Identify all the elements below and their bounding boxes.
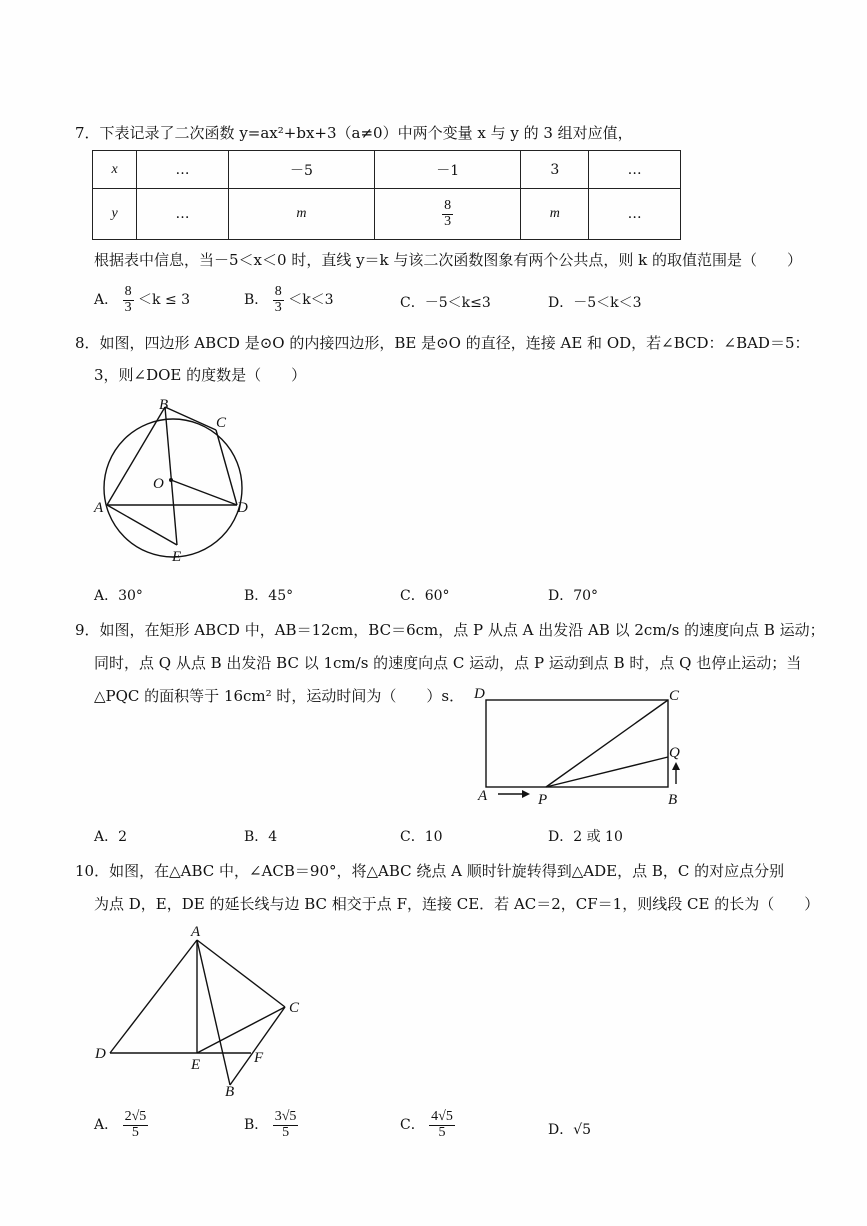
q10-option-d: D．√5: [548, 1122, 592, 1138]
q9-option-b: B．4: [244, 829, 278, 845]
table-cell: y: [93, 189, 137, 240]
q9-stem-line1: 9．如图，在矩形 ABCD 中，AB＝12cm，BC＝6cm，点 P 从点 A 出发沿 AB 以 2cm/s 的速度向点 B 运动；: [75, 621, 825, 639]
fraction: [123, 285, 134, 315]
label-e: E: [172, 549, 182, 565]
option-text: ＜k ≤ 3: [138, 292, 191, 309]
q8-option-a: A．30°: [94, 588, 143, 604]
option-label: A．: [94, 1117, 119, 1134]
q9-rectangle-figure: [470, 680, 690, 810]
label-d: D: [95, 1046, 106, 1062]
q7-option-d: D．－5＜k＜3: [548, 295, 642, 311]
label-a: A: [94, 500, 104, 516]
label-c: C: [289, 1000, 300, 1016]
label-b: B: [225, 1084, 235, 1100]
segment-pc: [546, 700, 668, 787]
fraction: [123, 1110, 149, 1140]
label-o: O: [153, 476, 164, 492]
segment-be: [165, 407, 177, 545]
label-b: B: [159, 397, 169, 413]
segment-cd: [216, 430, 237, 505]
q10-stem-line2: 为点 D，E，DE 的延长线与边 BC 相交于点 F，连接 CE．若 AC＝2，CF＝1，则线段 CE 的长为（ ）: [94, 895, 820, 913]
table-cell: …: [589, 189, 681, 240]
fraction: [429, 1110, 455, 1140]
q10-triangle-figure: [90, 920, 320, 1100]
fraction: [273, 1110, 299, 1140]
table-cell: m: [521, 189, 589, 240]
table-cell: －1: [375, 151, 521, 189]
q7-condition: 根据表中信息，当－5＜x＜0 时，直线 y＝k 与该二次函数图象有两个公共点，则 k 的取值范围是（ ）: [94, 251, 803, 269]
label-q: Q: [669, 745, 680, 761]
table-cell: x: [93, 151, 137, 189]
q7-stem: 7．下表记录了二次函数 y=ax²+bx+3（a≠0）中两个变量 x 与 y 的 3 组对应值，: [75, 124, 633, 142]
option-label: B．: [244, 292, 269, 309]
label-a: A: [478, 788, 488, 804]
q8-option-c: C．60°: [400, 588, 450, 604]
option-text: ＜k＜3: [288, 292, 334, 309]
option-label: A．: [94, 292, 119, 309]
label-c: C: [216, 415, 227, 431]
fraction-denominator: 3: [274, 299, 282, 315]
q7-option-a: [94, 285, 190, 315]
table-cell: …: [589, 151, 681, 189]
option-label: C．: [400, 1117, 425, 1134]
q9-option-a: A．2: [94, 829, 128, 845]
q8-stem-line2: 3，则∠DOE 的度数是（ ）: [94, 366, 307, 384]
q10-stem-line1: 10．如图，在△ABC 中，∠ACB＝90°，将△ABC 绕点 A 顺时针旋转得到△ADE，点 B，C 的对应点分别: [75, 862, 785, 880]
q7-value-table: [92, 150, 681, 240]
table-cell: …: [137, 189, 229, 240]
q7-option-b: [244, 285, 334, 315]
arrow-up-icon: [672, 762, 680, 770]
fraction: [442, 199, 453, 229]
segment-od: [171, 480, 237, 505]
fraction-numerator: 3√5: [274, 1109, 297, 1124]
label-c: C: [669, 688, 680, 704]
center-point: [169, 478, 173, 482]
segment-ae: [107, 505, 177, 545]
q10-option-c: [400, 1110, 455, 1140]
label-d: D: [474, 686, 485, 702]
q7-option-c: C．－5＜k≤3: [400, 295, 491, 311]
fraction-numerator: 8: [274, 284, 282, 299]
table-cell-fraction: [375, 189, 521, 240]
fraction-denominator: 5: [438, 1124, 446, 1140]
label-f: F: [254, 1050, 264, 1066]
q9-option-c: C．10: [400, 829, 443, 845]
circle-o: [104, 419, 242, 557]
table-cell: m: [228, 189, 374, 240]
label-a: A: [191, 924, 201, 940]
q8-option-d: D．70°: [548, 588, 599, 604]
label-p: P: [538, 792, 548, 808]
q8-option-b: B．45°: [244, 588, 294, 604]
label-e: E: [191, 1057, 201, 1073]
q8-circle-figure: [90, 395, 270, 570]
table-cell: －5: [228, 151, 374, 189]
arrow-right-icon: [522, 790, 530, 798]
q8-stem-line1: 8．如图，四边形 ABCD 是⊙O 的内接四边形，BE 是⊙O 的直径，连接 AE 和 OD，若∠BCD：∠BAD＝5：: [75, 334, 810, 352]
fraction-denominator: 3: [444, 213, 452, 229]
option-label: B．: [244, 1117, 269, 1134]
label-d: D: [237, 500, 248, 516]
fraction-numerator: 2√5: [124, 1109, 147, 1124]
q9-stem-line3: △PQC 的面积等于 16cm² 时，运动时间为（ ）s．: [94, 687, 465, 705]
table-cell: 3: [521, 151, 589, 189]
rectangle-abcd: [486, 700, 668, 787]
fraction: [273, 285, 284, 315]
q9-stem-line2: 同时，点 Q 从点 B 出发沿 BC 以 1cm/s 的速度向点 C 运动，点 P 运动到点 B 时，点 Q 也停止运动；当: [94, 654, 802, 672]
fraction-numerator: 4√5: [431, 1109, 453, 1124]
table-cell: …: [137, 151, 229, 189]
q9-option-d: D．2 或 10: [548, 829, 623, 845]
fraction-denominator: 3: [124, 299, 132, 315]
q10-option-a: [94, 1110, 148, 1140]
label-b: B: [668, 792, 678, 808]
fraction-numerator: 8: [444, 197, 452, 213]
fraction-numerator: 8: [124, 284, 132, 299]
fraction-denominator: 5: [282, 1124, 290, 1140]
fraction-denominator: 5: [131, 1124, 139, 1140]
q10-option-b: [244, 1110, 298, 1140]
segment-pq: [546, 757, 668, 787]
segment-ad: [110, 940, 197, 1053]
segment-ec: [197, 1007, 285, 1053]
segment-cb: [230, 1007, 285, 1085]
